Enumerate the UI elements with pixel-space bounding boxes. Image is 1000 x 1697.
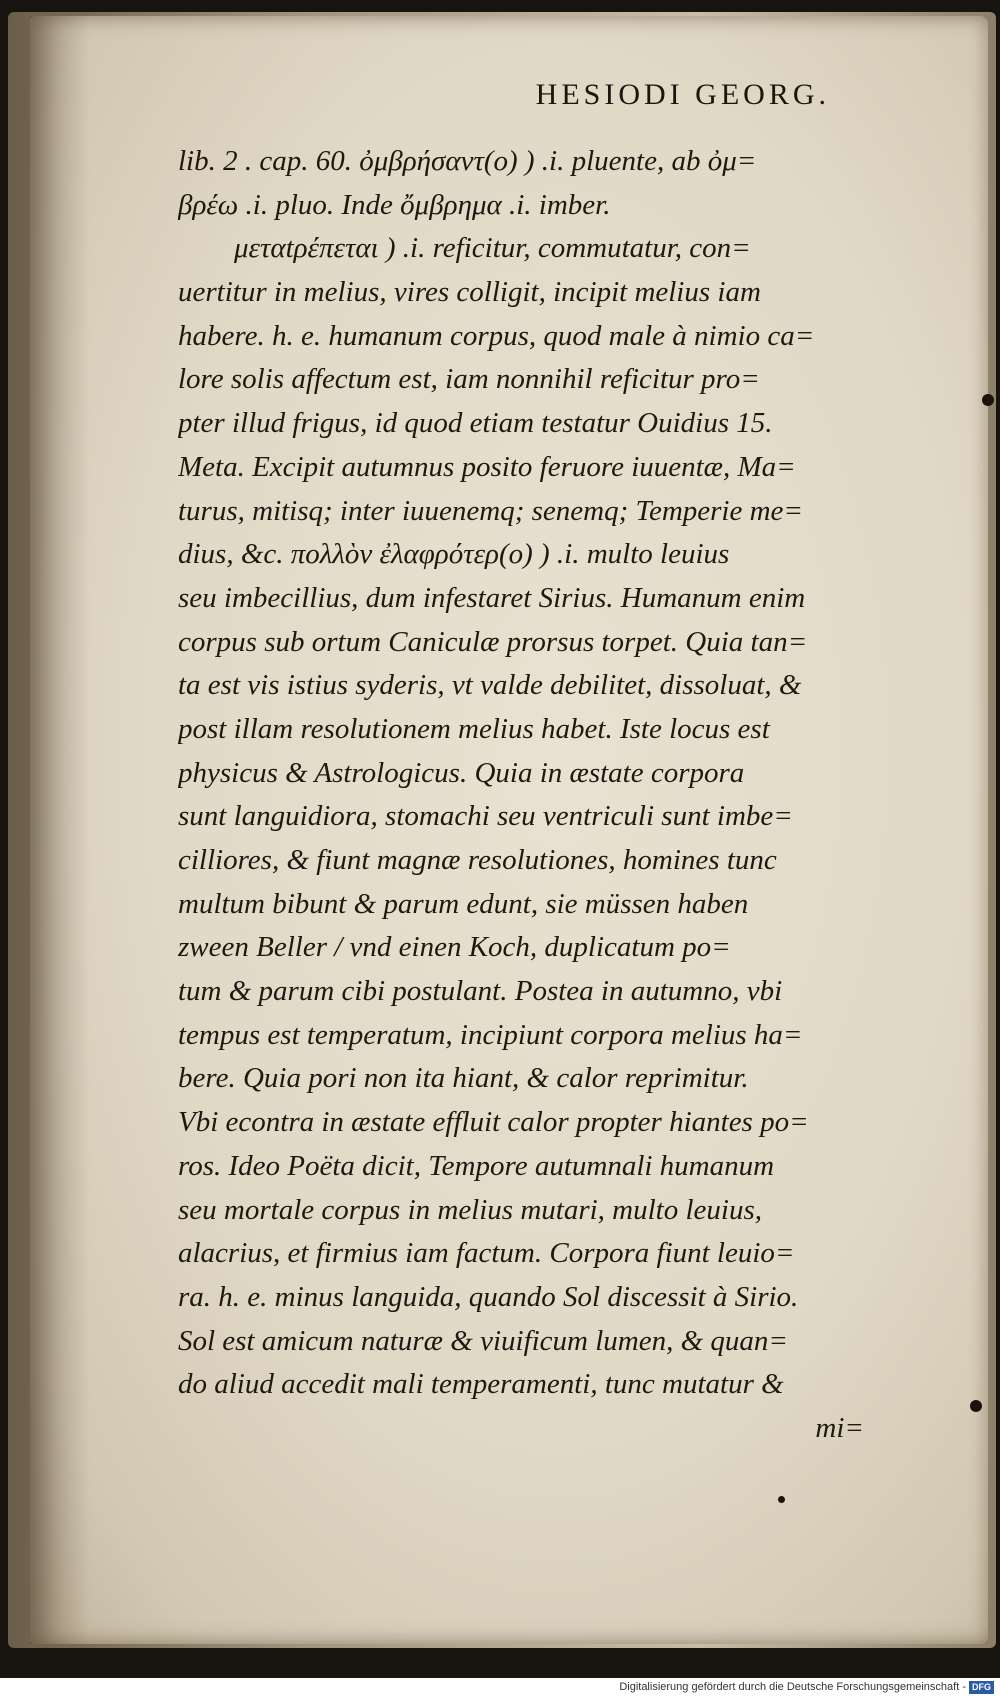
text-line: βρέω .i. pluo. Inde ὄμβρημα .i. imber. xyxy=(178,188,611,221)
text-line: lib. 2 . cap. 60. ὀμβρήσαντ(ο) ) .i. pluente, ab ὀμ= xyxy=(178,145,757,177)
text-line: cilliores, & fiunt magnæ resolutiones, homines tunc xyxy=(178,844,777,876)
text-line: tum & parum cibi postulant. Postea in autumno, vbi xyxy=(178,975,783,1008)
catchword: mi= xyxy=(815,1411,864,1444)
text-line: ra. h. e. minus languida, quando Sol discessit à Sirio. xyxy=(178,1280,799,1313)
text-block xyxy=(178,140,956,1451)
text-line: ta est vis istius syderis, vt valde debilitet, dissoluat, & xyxy=(178,669,802,702)
text-line: Vbi econtra in æstate effluit calor propter hiantes po= xyxy=(178,1106,809,1139)
gutter-shadow xyxy=(30,16,90,1644)
text-line: turus, mitisq; inter iuuenemq; senemq; Temperie me= xyxy=(178,494,803,527)
running-head: HESIODI GEORG. xyxy=(535,78,830,111)
text-line: alacrius, et firmius iam factum. Corpora fiunt leuio= xyxy=(178,1237,795,1270)
text-line: tempus est temperatum, incipiunt corpora melius ha= xyxy=(178,1018,803,1051)
text-line: dius, &c. πολλὸν ἐλαφρότερ(ο) ) .i. multo leuius xyxy=(178,538,730,571)
text-line: μεταtρέπεται ) .i. reficitur, commutatur, con= xyxy=(234,232,751,265)
margin-dot-icon xyxy=(778,1496,785,1503)
text-line: do aliud accedit mali temperamenti, tunc mutatur & xyxy=(178,1368,784,1401)
text-line: multum bibunt & parum edunt, sie müssen haben xyxy=(178,887,749,920)
text-line: bere. Quia pori non ita hiant, & calor reprimitur. xyxy=(178,1062,749,1095)
text-line: ros. Ideo Poëta dicit, Tempore autumnali humanum xyxy=(178,1149,775,1182)
margin-dot-icon xyxy=(970,1400,982,1412)
text-line: corpus sub ortum Caniculæ prorsus torpet. Quia tan= xyxy=(178,625,808,658)
digitization-footer xyxy=(0,1678,1000,1697)
text-line: uertitur in melius, vires colligit, incipit melius iam xyxy=(178,276,761,309)
text-line: physicus & Astrologicus. Quia in æstate corpora xyxy=(178,756,745,789)
footer-credit: Digitalisierung gefördert durch die Deutsche Forschungsgemeinschaft - xyxy=(619,1681,966,1693)
text-line: Sol est amicum naturæ & viuificum lumen, & quan= xyxy=(178,1324,788,1357)
text-line: post illam resolutionem melius habet. Iste locus est xyxy=(178,712,770,745)
text-line: seu imbecillius, dum infestaret Sirius. Humanum enim xyxy=(178,581,806,614)
text-line: sunt languidiora, stomachi seu ventriculi sunt imbe= xyxy=(178,800,793,833)
text-line: zween Beller / vnd einen Koch, duplicatum po= xyxy=(178,931,731,964)
text-line: lore solis affectum est, iam nonnihil reficitur pro= xyxy=(178,363,760,396)
dfg-logo-icon: DFG xyxy=(969,1681,994,1694)
text-line: seu mortale corpus in melius mutari, multo leuius, xyxy=(178,1193,763,1226)
text-line: habere. h. e. humanum corpus, quod male à nimio ca= xyxy=(178,319,815,352)
text-line: Meta. Excipit autumnus posito feruore iuuentæ, Ma= xyxy=(178,450,796,483)
margin-dot-icon xyxy=(982,394,994,406)
text-line: pter illud frigus, id quod etiam testatur Ouidius 15. xyxy=(178,407,773,440)
